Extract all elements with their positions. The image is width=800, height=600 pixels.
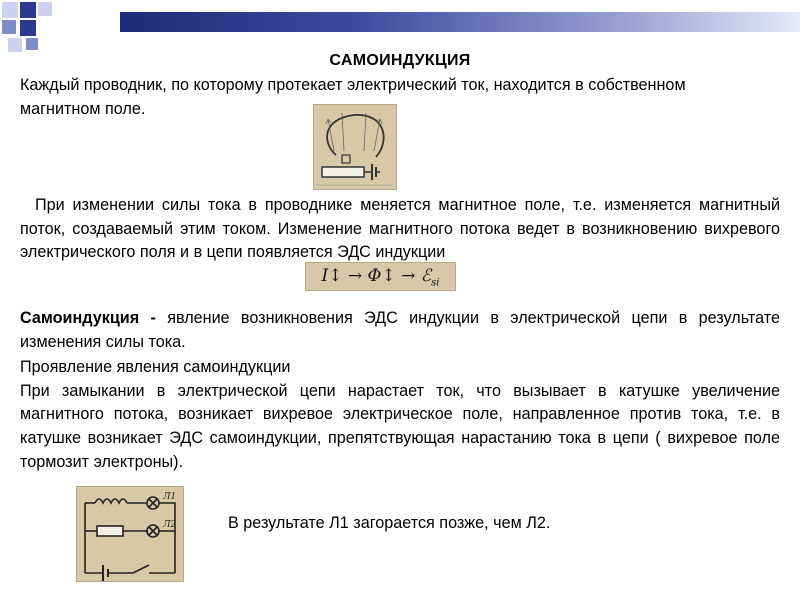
lamp1-label: Л1 (163, 492, 177, 502)
definition-term: Самоиндукция - (20, 309, 156, 327)
formula-text: I↕ → Φ↕ → ℰ (321, 266, 432, 286)
corner-decoration (8, 38, 22, 52)
corner-decoration (20, 20, 36, 36)
slide-title: САМОИНДУКЦИЯ (329, 52, 471, 69)
corner-decoration (2, 2, 18, 18)
corner-decoration (20, 2, 36, 18)
intro-paragraph: Каждый проводник, по которому протекает электрический ток, находится в собственном магнитном поле. (20, 76, 686, 118)
manifestation-block (20, 356, 780, 475)
header-bar (120, 12, 800, 32)
corner-decoration (26, 38, 38, 50)
corner-decoration (38, 2, 52, 16)
circuit-diagram (76, 486, 184, 582)
manifestation-text: При замыкании в электрической цепи нарастает ток, что вызывает в катушке увеличение магнитного потока, возникает вихревое электрическое поле, направленное против тока, т.е. в катушке возникает ЭДС самоиндукции, препятствующая нарастанию тока в цепи ( вихревое поле тормозит электроны). (20, 381, 780, 471)
lamp2-label: Л2 (163, 520, 177, 530)
result-text: В результате Л1 загорается позже, чем Л2. (228, 514, 551, 532)
emf-formula (305, 262, 456, 291)
definition-text: явление возникновения ЭДС индукции в электрической цепи в результате изменения силы тока. (20, 309, 780, 351)
magnetic-field-figure (313, 104, 397, 190)
definition-paragraph (20, 307, 780, 354)
manifestation-heading: Проявление явления самоиндукции (20, 358, 291, 376)
formula-subscript: si (431, 277, 440, 289)
current-change-paragraph: При изменении силы тока в проводнике меняется магнитное поле, т.е. изменяется магнитный поток, создаваемый этим током. Изменение магнитного потока ведет в возникновению вихревого электрического поля и в цепи появляется ЭДС индукции (20, 196, 780, 262)
corner-decoration (2, 20, 16, 34)
